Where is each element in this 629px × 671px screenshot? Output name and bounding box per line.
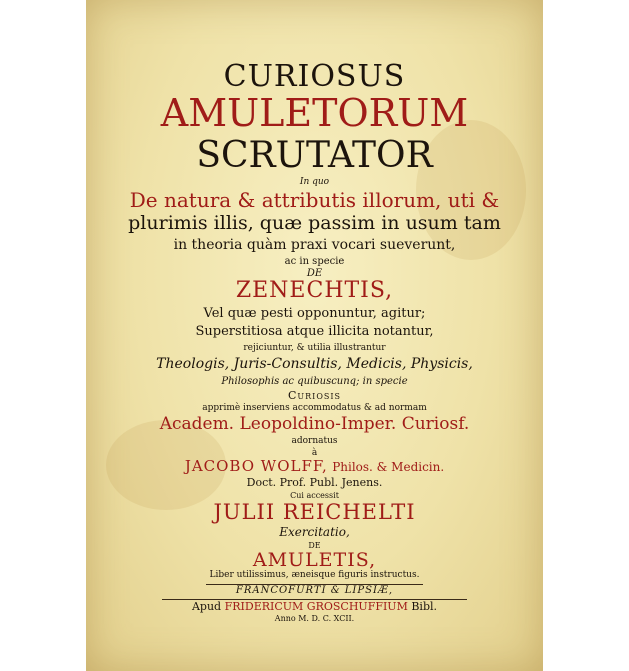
title-line-cui-accessit: Cui accessit [290, 491, 339, 500]
title-line-apprime: apprimè inserviens accommodatus & ad normam [202, 403, 427, 413]
title-line-zenechtis: ZENECHTIS, [235, 278, 394, 303]
title-line-theologis: Theologis, Juris-Consultis, Medicis, Physicis, [156, 356, 473, 372]
title-line-liber: Liber utilissimus, æneisque figuris instructus. [209, 570, 420, 580]
title-line-curiosus: CURIOSUS [223, 59, 406, 94]
imprint-bibl: Bibl. [411, 600, 438, 613]
title-line-amuletorum: AMULETORUM [160, 91, 469, 135]
title-line-exercitatio: Exercitatio, [279, 525, 350, 539]
title-line-de-2: DE [308, 541, 321, 550]
title-line-academ: Academ. Leopoldino-Imper. Curiosf. [159, 414, 470, 434]
title-line-superstitiosa: Superstitiosa atque illicita notantur, [195, 324, 434, 339]
title-line-philosophis: Philosophis ac quibuscunq; in specie [221, 376, 408, 387]
title-line-jacobo-wolff [86, 459, 543, 474]
author-title: Philos. & Medicin. [332, 460, 445, 474]
title-page [86, 0, 543, 671]
title-line-de: DE [306, 268, 323, 279]
title-line-plurimis: plurimis illis, quæ passim in usum tam [128, 212, 501, 234]
title-line-francofurti: FRANCOFURTI & LIPSIÆ, [235, 585, 394, 596]
title-line-julii-reichelti: JULII REICHELTI [213, 500, 416, 524]
title-line-rejiciuntur: rejiciuntur, & utilia illustrantur [243, 343, 386, 353]
title-line-in-quo: In quo [299, 177, 330, 187]
author-name: JACOBO WOLFF, [184, 457, 328, 475]
imprint-publisher: FRIDERICUM GROSCHUFFIUM [224, 600, 408, 613]
title-line-vel-quae: Vel quæ pesti opponuntur, agitur; [203, 306, 426, 321]
title-line-de-natura: De natura & attributis illorum, uti & [129, 188, 500, 212]
title-line-curiosis: Curiosis [287, 389, 342, 402]
title-line-a: à [311, 448, 318, 458]
title-line-ac-in-specie: ac in specie [284, 256, 345, 267]
title-line-scrutator: SCRUTATOR [196, 135, 433, 176]
title-line-in-theoria: in theoria quàm praxi vocari sueverunt, [173, 237, 456, 253]
title-line-anno: Anno M. D. C. XCII. [274, 614, 355, 623]
title-line-doct-prof: Doct. Prof. Publ. Jenens. [246, 476, 383, 489]
imprint-apud: Apud [191, 600, 222, 613]
title-line-amuletis: AMULETIS, [252, 549, 377, 571]
title-line-adornatus: adornatus [291, 436, 338, 446]
title-line-apud [86, 601, 543, 612]
